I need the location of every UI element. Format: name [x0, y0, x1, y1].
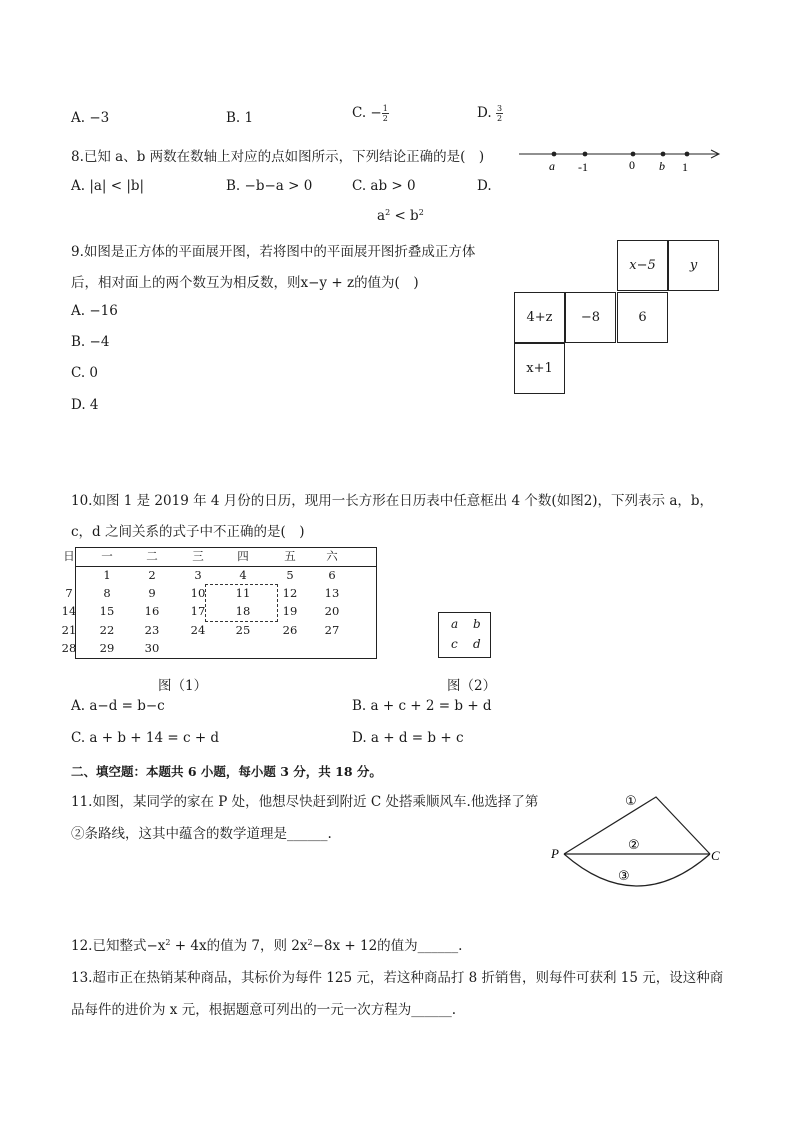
label-zero: 0: [629, 158, 635, 172]
calendar-day: 8: [103, 586, 111, 601]
calendar-day: 7: [65, 586, 73, 601]
q10-question-line1: 10.如图 1 是 2019 年 4 月份的日历，现用一长方形在日历表中任意框出 4 个数(如图2)，下列表示 a，b，: [71, 493, 714, 509]
calendar-weekday: 一: [101, 549, 113, 563]
q9-option-a: A. −16: [71, 303, 118, 319]
calendar-day: 21: [61, 622, 77, 637]
calendar-weekday: 六: [326, 549, 338, 563]
figure2-box: [438, 612, 491, 658]
q10-option-c: C. a + b + 14 = c + d: [71, 730, 220, 746]
q7-option-a: A. −3: [71, 110, 110, 126]
net-cell-neg-8: −8: [565, 292, 616, 343]
point-minus-one: [583, 152, 588, 157]
section-2-title: 二、填空题：本题共 6 小题，每小题 3 分，共 18 分。: [71, 764, 382, 779]
q7-option-d: D. $\frac{3}{2}$: [477, 104, 503, 123]
net-cell-y: y: [668, 240, 719, 291]
fig2-a: a: [451, 617, 459, 631]
calendar-weekday: 四: [237, 549, 249, 563]
label-b: b: [659, 159, 665, 173]
label-a: a: [549, 159, 555, 173]
calendar-day: 26: [282, 622, 298, 637]
calendar-day: 10: [190, 586, 206, 601]
calendar-day: 15: [99, 604, 115, 619]
fig1-caption: 图（1）: [158, 678, 208, 694]
q8-option-d-expression: $a^2 < b^2$: [377, 208, 424, 224]
calendar-day: 3: [194, 568, 202, 582]
label-minus-one: -1: [578, 160, 588, 174]
calendar-day: 20: [324, 604, 340, 619]
net-cell-6: 6: [617, 292, 668, 343]
calendar-day: 25: [235, 622, 251, 637]
route-1-label: ①: [625, 794, 637, 809]
q8-question: 8.已知 a、b 两数在数轴上对应的点如图所示，下列结论正确的是( ): [71, 149, 485, 165]
q13-question-line2: 品每件的进价为 x 元，根据题意可列出的一元一次方程为______.: [71, 1002, 456, 1018]
q8-option-c: C. ab > 0: [352, 178, 416, 194]
q10-question-line2: c，d 之间关系的式子中不正确的是( ): [71, 524, 305, 540]
route-figure: [548, 788, 728, 890]
calendar-day: 29: [99, 640, 115, 655]
q11-question-line2: ②条路线，这其中蕴含的数学道理是______.: [71, 826, 332, 842]
calendar-day: 12: [282, 586, 298, 601]
calendar-day: 11: [235, 586, 251, 601]
calendar-day: 22: [99, 622, 115, 637]
q9-option-d: D. 4: [71, 397, 99, 413]
q13-question-line1: 13.超市正在热销某种商品，其标价为每件 125 元，若这种商品打 8 折销售，则每件可获利 15 元，设这种商: [71, 970, 724, 986]
calendar-weekday: 日: [63, 549, 75, 563]
calendar-weekday: 五: [284, 549, 296, 563]
calendar-day: 13: [324, 586, 340, 601]
q11-question-line1: 11.如图，某同学的家在 P 处，他想尽快赶到附近 C 处搭乘顺风车.他选择了第: [71, 794, 539, 810]
route-2-label: ②: [628, 838, 640, 853]
q9-option-b: B. −4: [71, 334, 110, 350]
q7-option-c: C. − $\frac{1}{2}$: [352, 104, 388, 123]
calendar-weekday: 二: [146, 549, 158, 563]
calendar-day: 2: [148, 568, 156, 582]
calendar-day: 9: [148, 586, 156, 601]
calendar-day: 17: [190, 604, 206, 619]
fig2-caption: 图（2）: [447, 678, 497, 694]
calendar-day: 6: [328, 568, 336, 582]
q8-option-d: D.: [477, 178, 492, 194]
calendar-day: 14: [61, 604, 77, 619]
calendar-day: 18: [235, 604, 251, 619]
label-one: 1: [682, 160, 688, 174]
q10-option-a: A. a−d = b−c: [71, 698, 165, 714]
q8-option-b: B. −b−a > 0: [226, 178, 313, 194]
calendar-day: 30: [144, 640, 160, 655]
q10-option-b: B. a + c + 2 = b + d: [352, 698, 492, 714]
fig2-c: c: [451, 637, 458, 651]
q7-option-b: B. 1: [226, 110, 254, 126]
q10-option-d: D. a + d = b + c: [352, 730, 464, 746]
fig2-d: d: [473, 637, 481, 651]
calendar-weekday: 三: [192, 549, 204, 563]
calendar-day: 24: [190, 622, 206, 637]
net-cell-x-plus-1: x+1: [514, 343, 565, 394]
point-b: [661, 152, 666, 157]
calendar-day: 16: [144, 604, 160, 619]
net-cell-x-minus-5: x−5: [617, 240, 668, 291]
net-cell-4-plus-z: 4+z: [514, 292, 565, 343]
calendar-day: 4: [239, 568, 247, 582]
q8-option-a: A. |a| < |b|: [71, 178, 145, 194]
calendar-selection-box: [205, 584, 278, 622]
calendar-day: 5: [286, 568, 294, 582]
q9-option-c: C. 0: [71, 365, 99, 381]
number-line-figure: [515, 143, 725, 175]
q9-question-line2: 后，相对面上的两个数互为相反数，则x−y + z的值为( ): [71, 275, 419, 291]
calendar-day: 1: [103, 568, 111, 582]
q9-question-line1: 9.如图是正方体的平面展开图，若将图中的平面展开图折叠成正方体: [71, 244, 476, 260]
calendar-day: 28: [61, 640, 77, 655]
q12-question: 12.已知整式$-x^2 + 4x$的值为 7，则 $2x^2-8x + 12$的值为______.: [71, 938, 463, 954]
route-3-label: ③: [618, 869, 630, 884]
point-p-label: P: [551, 846, 559, 861]
point-one: [685, 152, 690, 157]
point-zero: [631, 152, 636, 157]
point-a: [552, 152, 557, 157]
fig2-b: b: [473, 617, 481, 631]
point-c-label: C: [711, 848, 720, 863]
route-3-arc: [564, 854, 710, 886]
calendar-day: 19: [282, 604, 298, 619]
calendar-day: 23: [144, 622, 160, 637]
calendar-day: 27: [324, 622, 340, 637]
